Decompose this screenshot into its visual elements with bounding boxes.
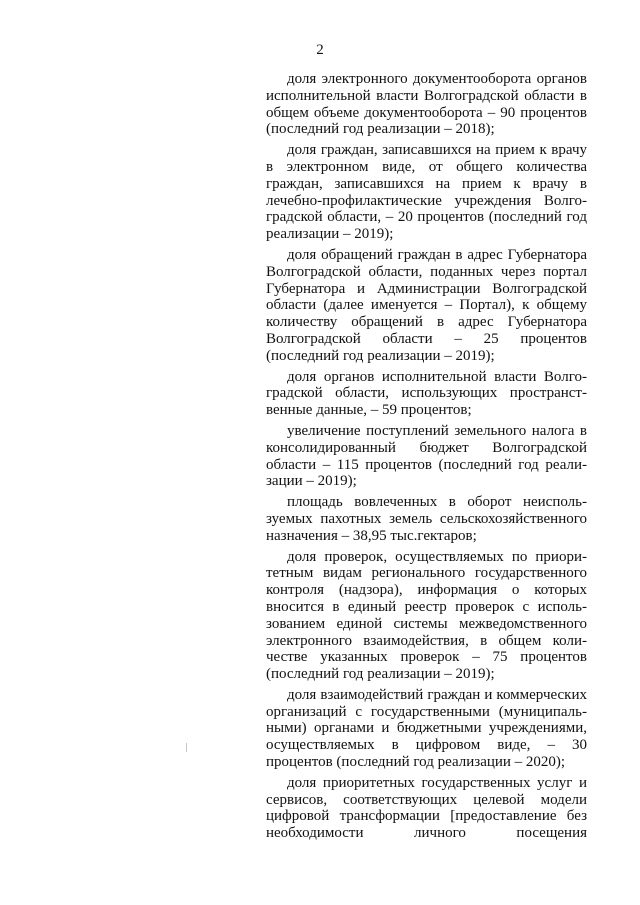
paragraph-digital-interactions-share: доля взаимодействий граждан и коммерческих организаций с государственными (муниципальными) органами и бюджетными учреждениями, осуществляемых в цифровом виде, – 30 процентов (последний год реализации – 2020); [266, 686, 587, 771]
paragraph-e-document-flow-share: доля электронного документооборота органов исполнительной власти Волгоградской области в общем объеме документооборота – 90 процентов (последний год реализации – 2018); [266, 71, 587, 138]
paragraph-inspections-registry-share: доля проверок, осуществляемых по приоритетным видам регионального государственного контроля (надзора), информация о которых вносится в единый реестр проверок с использованием единой системы межведомственного электронного взаимодействия, в общем количестве указанных проверок – 75 процентов (последний год реализации – 2019); [266, 548, 587, 683]
paragraph-land-tax-increase: увеличение поступлений земельного налога в консолидированный бюджет Волгоградской области – 115 процентов (последний год реализации – 2019); [266, 422, 587, 490]
paragraph-spatial-data-usage-share: доля органов исполнительной власти Волгоградской области, использующих пространственные данные, – 59 процентов; [266, 368, 587, 419]
paragraph-priority-services-share: доля приоритетных государственных услуг и сервисов, соответствующих целевой модели цифровой трансформации [предоставление без необходимости личного посещения [266, 774, 587, 842]
paragraph-doctor-appointment-share: доля граждан, записавшихся на прием к врачу в электронном виде, от общего количества граждан, записавшихся на прием к врачу в лечебно-профилактические учреждения Волгоградской области, – 20 процентов (последний год реализации – 2019); [266, 142, 587, 243]
scan-artifact-mark [186, 743, 187, 752]
page-number: 2 [316, 42, 324, 58]
document-body [266, 71, 587, 842]
paragraph-governor-portal-appeals-share: доля обращений граждан в адрес Губернатора Волгоградской области, поданных через портал Губернатора и Администрации Волгоградской области (далее именуется – Портал), к общему количеству обращений в адрес Губернатора Волгоградской области – 25 процентов (последний год реализации – 2019); [266, 246, 587, 364]
paragraph-arable-land-area: площадь вовлеченных в оборот неиспользуемых пахотных земель сельскохозяйственного назначения – 38,95 тыс.гектаров; [266, 494, 587, 544]
